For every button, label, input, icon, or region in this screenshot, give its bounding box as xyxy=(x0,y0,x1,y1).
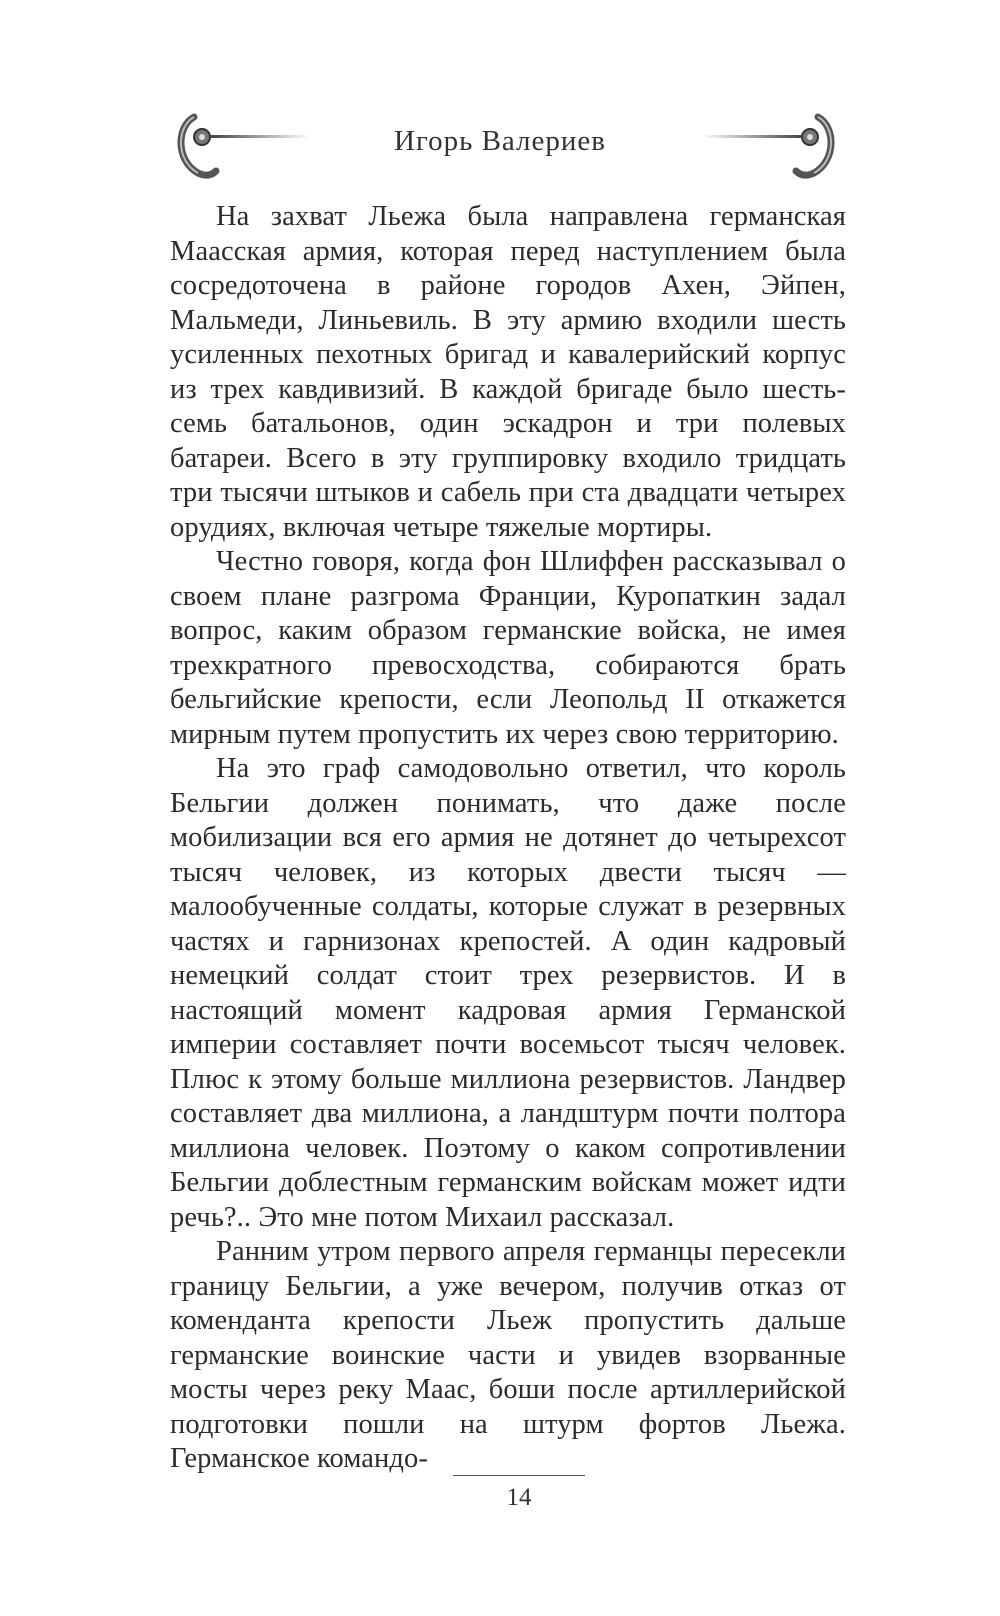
page-body xyxy=(170,200,846,1477)
running-header-title: Игорь Валериев xyxy=(394,125,606,157)
paragraph: На захват Льежа была направлена германская Маасская армия, которая перед наступлением была сосредоточена в районе городов Ахен, Эйпен, Мальмеди, Линьевиль. В эту армию входили шесть усиленных пехотных бригад и кавалерийский корпус из трех кавдивизий. В каждой бригаде было шесть-семь батальонов, один эскадрон и три полевых батареи. Всего в эту группировку входило тридцать три тысячи штыков и сабель при ста двадцати четырех орудиях, включая четыре тяжелые мортиры. xyxy=(170,201,846,543)
page-number: 14 xyxy=(506,1484,532,1511)
paragraph: Ранним утром первого апреля германцы пересекли границу Бельгии, а уже вечером, получив отказ от коменданта крепости Льеж пропустить дальше германские воинские части и увидев взорванные мосты через реку Маас, боши после артиллерийской подготовки пошли на штурм фортов Льежа. Германское командо- xyxy=(170,1236,846,1474)
paragraph: Честно говоря, когда фон Шлиффен рассказывал о своем плане разгрома Франции, Куропаткин задал вопрос, каким образом германские войска, не имея трехкратного превосходства, собираются брать бельгийские крепости, если Леопольд II откажется мирным путем пропустить их через свою территорию. xyxy=(170,546,846,750)
ornament-right-icon xyxy=(700,105,840,185)
running-header xyxy=(0,105,1000,195)
paragraph: На это граф самодовольно ответил, что король Бельгии должен понимать, что даже после мобилизации вся его армия не дотянет до четырехсот тысяч человек, из которых двести тысяч — малообученные солдаты, которые служат в резервных частях и гарнизонах крепостей. А один кадровый немецкий солдат стоит трех резервистов. И в настоящий момент кадровая армия Германской империи составляет почти восемьсот тысяч человек. Плюс к этому больше миллиона резервистов. Ландвер составляет два миллиона, а ландштурм почти полтора миллиона человек. Поэтому о каком сопротивлении Бельгии доблестным германским войскам может идти речь?.. Это мне потом Михаил рассказал. xyxy=(170,753,846,1233)
footer-divider xyxy=(453,1475,585,1476)
